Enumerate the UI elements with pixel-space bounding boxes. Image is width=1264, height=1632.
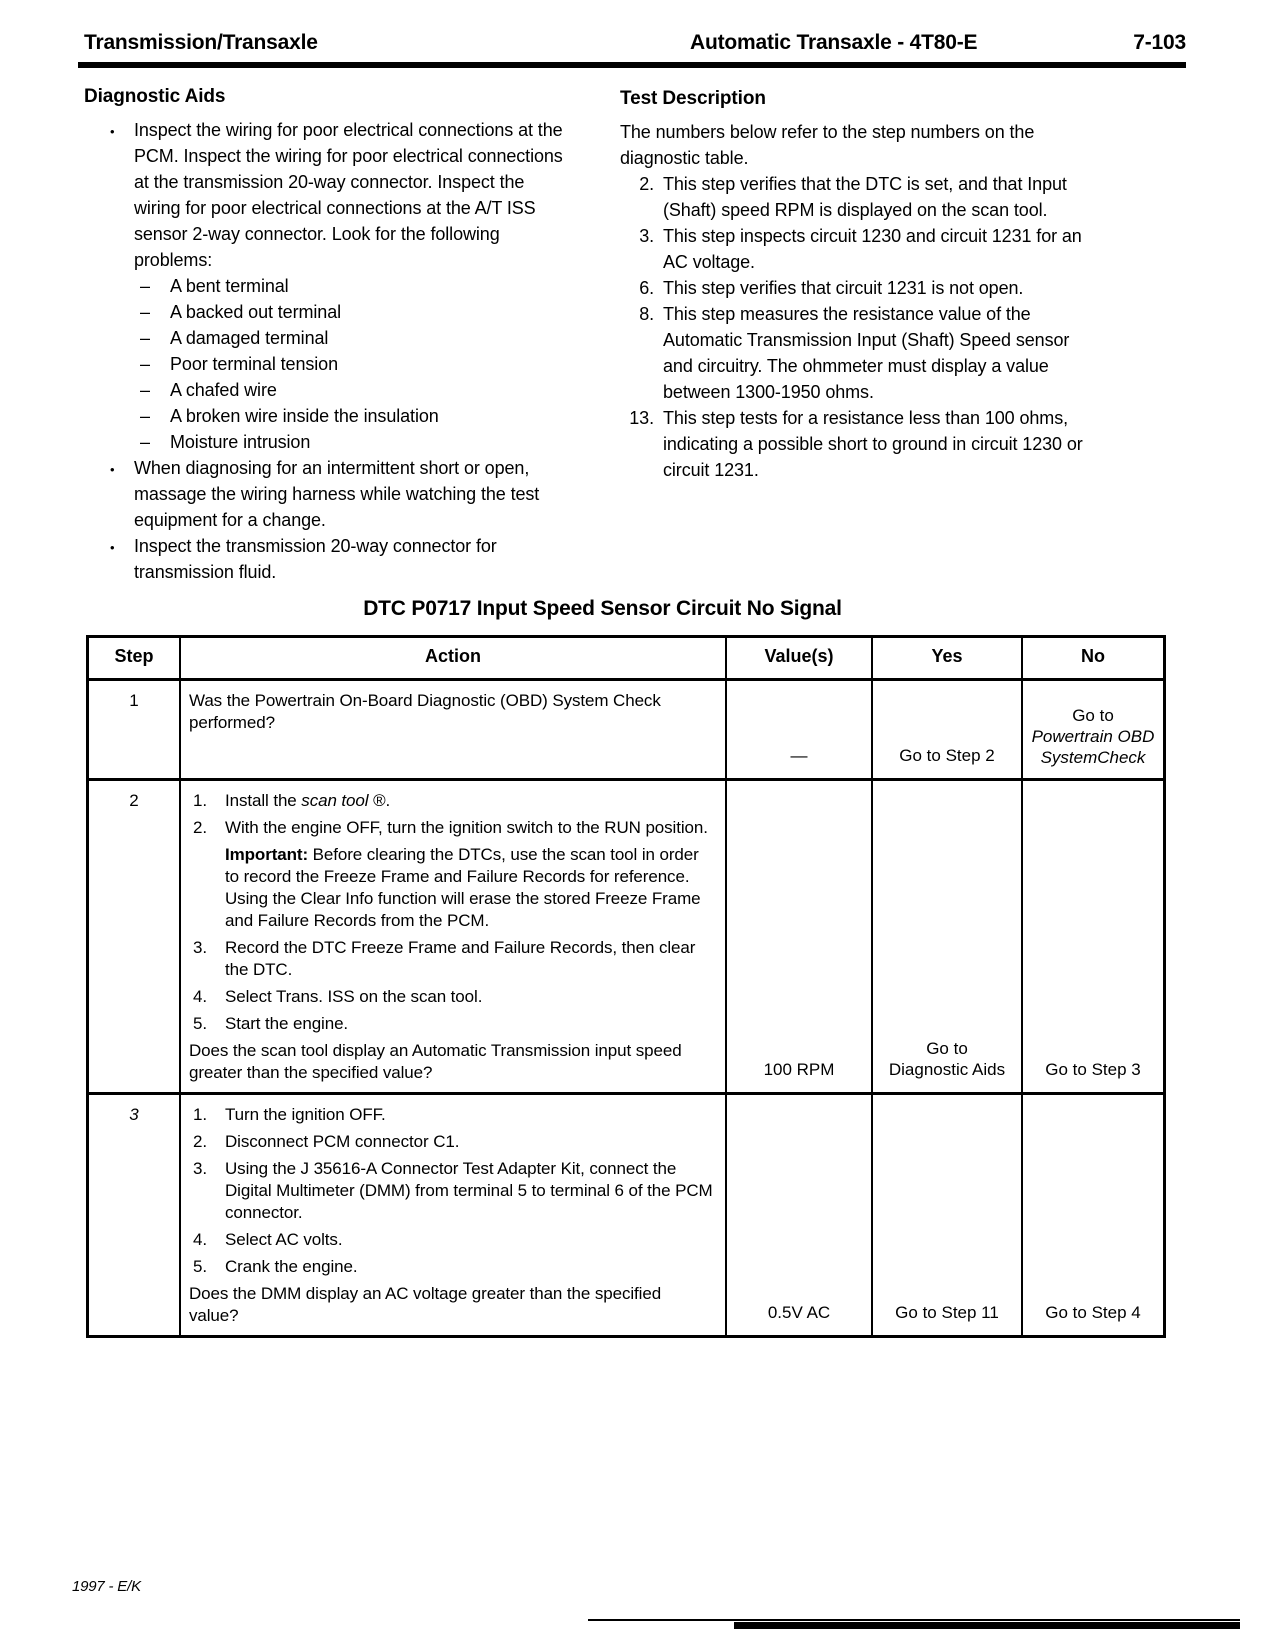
item-text: This step inspects circuit 1230 and circuit 1231 for an AC voltage. (663, 226, 1082, 272)
action-question: Was the Powertrain On-Board Diagnostic (OBD) System Check performed? (189, 691, 661, 732)
item-number: 1. (193, 791, 207, 810)
item-text: Crank the engine. (225, 1257, 358, 1276)
column-header-action: Action (179, 638, 725, 678)
bullet-icon: • (110, 124, 115, 139)
header-section-title: Transmission/Transaxle (84, 31, 318, 54)
bullet-icon: • (110, 540, 115, 555)
step-cell: 2 (129, 791, 139, 810)
bullet-item (84, 117, 566, 273)
column-header-values: Value(s) (725, 638, 871, 678)
action-item (189, 1229, 715, 1251)
action-cell (179, 1095, 725, 1335)
header-chapter-title: Automatic Transaxle - 4T80-E (690, 31, 978, 54)
diagnostic-aids-section (84, 84, 566, 585)
item-text: This step verifies that the DTC is set, and that Input (Shaft) speed RPM is displayed on the scan tool. (663, 174, 1067, 220)
problem-text: Poor terminal tension (170, 354, 338, 374)
dtc-table-title: DTC P0717 Input Speed Sensor Circuit No Signal (363, 597, 842, 620)
item-number: 8. (639, 304, 654, 324)
dash-icon: – (140, 432, 150, 452)
scan-artifact-bar (734, 1622, 1240, 1629)
item-text: This step tests for a resistance less than 100 ohms, indicating a possible short to ground in circuit 1230 or circuit 1231. (663, 408, 1083, 480)
list-item (84, 351, 566, 377)
important-label: Important: (225, 845, 309, 864)
item-text-italic: scan tool (301, 791, 369, 810)
problem-text: A damaged terminal (170, 328, 329, 348)
dash-icon: – (140, 354, 150, 374)
action-cell (179, 681, 725, 778)
no-cell (1021, 781, 1163, 1092)
item-text: Turn the ignition OFF. (225, 1105, 386, 1124)
action-item (189, 1104, 715, 1126)
footer-edition-code: 1997 - E/K (72, 1578, 141, 1595)
list-item (84, 377, 566, 403)
problem-text: A bent terminal (170, 276, 289, 296)
important-note (225, 844, 715, 932)
dash-icon: – (140, 276, 150, 296)
list-item (84, 429, 566, 455)
yes-text: Go to Step 2 (899, 746, 995, 765)
item-text: With the engine OFF, turn the ignition switch to the RUN position. (225, 818, 708, 837)
item-text: Using the J 35616-A Connector Test Adapter Kit, connect the Digital Multimeter (DMM) from terminal 5 to terminal 6 of the PCM connector. (225, 1159, 713, 1222)
numbered-item (620, 223, 1092, 275)
value-cell (725, 681, 871, 778)
test-description-heading: Test Description (620, 88, 766, 109)
item-number: 2. (193, 818, 207, 837)
list-item (84, 299, 566, 325)
bullet-icon: • (110, 462, 115, 477)
problem-text: A backed out terminal (170, 302, 342, 322)
scan-artifact-line (588, 1619, 1240, 1621)
dash-icon: – (140, 380, 150, 400)
step-cell: 3 (129, 1105, 139, 1124)
item-number: 3. (639, 226, 654, 246)
item-number: 2. (639, 174, 654, 194)
value-cell (725, 1095, 871, 1335)
yes-cell (871, 1095, 1021, 1335)
yes-text: Go to Step 11 (895, 1303, 999, 1322)
item-text: Select AC volts. (225, 1230, 343, 1249)
column-header-no: No (1021, 638, 1163, 678)
item-text: This step measures the resistance value of the Automatic Transmission Input (Shaft) Speed sensor and circuitry. The ohmmeter must display a value between 1300-1950 ohms. (663, 304, 1070, 402)
no-cell (1021, 1095, 1163, 1335)
bullet-text: When diagnosing for an intermittent short or open, massage the wiring harness while watching the test equipment for a change. (134, 458, 540, 530)
value-text: 0.5V AC (767, 1303, 831, 1322)
item-text: Select Trans. ISS on the scan tool. (225, 987, 483, 1006)
item-text: Disconnect PCM connector C1. (225, 1132, 460, 1151)
action-item (189, 937, 715, 981)
item-text (223, 790, 715, 812)
no-cell (1021, 681, 1163, 778)
item-text: Start the engine. (225, 1014, 349, 1033)
bullet-item (84, 533, 566, 585)
value-text: — (790, 746, 808, 765)
item-number: 4. (193, 1230, 207, 1249)
test-description-section (620, 86, 1092, 483)
item-number: 1. (193, 1105, 207, 1124)
no-text-line: Powertrain OBD (1031, 727, 1155, 746)
item-number: 4. (193, 987, 207, 1006)
numbered-item (620, 275, 1092, 301)
action-question: Does the DMM display an AC voltage greater than the specified value? (189, 1284, 662, 1325)
bullet-text: Inspect the wiring for poor electrical connections at the PCM. Inspect the wiring for poor electrical connections at the transmission 20-way connector. Inspect the wiring for poor electrical connections at the A/T ISS sensor 2-way connector. Look for the following problems: (134, 120, 563, 270)
action-item (189, 1013, 715, 1035)
table-row (89, 678, 1163, 778)
numbered-item (620, 405, 1092, 483)
item-number: 5. (193, 1257, 207, 1276)
numbered-item (620, 301, 1092, 405)
yes-text-line: Go to (926, 1039, 968, 1058)
action-item (189, 1158, 715, 1224)
yes-text-line: Diagnostic Aids (888, 1060, 1006, 1079)
action-item (189, 817, 715, 839)
action-item (189, 1256, 715, 1278)
action-item (189, 790, 715, 812)
item-text-pre: Install the (225, 791, 302, 810)
table-row (89, 1092, 1163, 1335)
item-text: Record the DTC Freeze Frame and Failure Records, then clear the DTC. (225, 938, 696, 979)
dash-icon: – (140, 328, 150, 348)
item-number: 5. (193, 1014, 207, 1033)
item-number: 2. (193, 1132, 207, 1151)
item-text: This step verifies that circuit 1231 is not open. (663, 278, 1024, 298)
table-header-row (89, 638, 1163, 678)
step-cell: 1 (129, 691, 139, 710)
diagnostic-aids-heading: Diagnostic Aids (84, 86, 226, 107)
dash-icon: – (140, 406, 150, 426)
bullet-item (84, 455, 566, 533)
numbered-item (620, 171, 1092, 223)
no-text-line: SystemCheck (1040, 748, 1146, 767)
item-text-post: ®. (368, 791, 391, 810)
list-item (84, 403, 566, 429)
table-row (89, 778, 1163, 1092)
column-header-step: Step (114, 646, 154, 666)
action-item (189, 986, 715, 1008)
problem-text: Moisture intrusion (170, 432, 311, 452)
item-number: 6. (639, 278, 654, 298)
no-text: Go to Step 3 (1045, 1060, 1141, 1079)
no-text-line: Go to (1072, 706, 1114, 725)
diagnostic-table (86, 635, 1166, 1338)
no-text: Go to Step 4 (1045, 1303, 1141, 1322)
yes-cell (871, 681, 1021, 778)
item-number: 3. (193, 1159, 207, 1178)
item-number: 3. (193, 938, 207, 957)
item-number: 13. (629, 408, 654, 428)
header-rule (78, 62, 1186, 68)
yes-cell (871, 781, 1021, 1092)
page-number: 7-103 (1133, 31, 1186, 54)
important-text: Before clearing the DTCs, use the scan tool in order to record the Freeze Frame and Failure Records for reference. Using the Clear Info function will erase the stored Freeze Frame and Failure Records from the PCM. (225, 845, 701, 930)
test-description-intro: The numbers below refer to the step numbers on the diagnostic table. (620, 122, 1035, 168)
header-right-group (690, 31, 1186, 55)
action-item (189, 1131, 715, 1153)
list-item (84, 325, 566, 351)
list-item (84, 273, 566, 299)
problem-text: A chafed wire (170, 380, 277, 400)
value-text: 100 RPM (763, 1060, 835, 1079)
action-cell (179, 781, 725, 1092)
bullet-text: Inspect the transmission 20-way connector for transmission fluid. (134, 536, 497, 582)
dash-icon: – (140, 302, 150, 322)
problem-text: A broken wire inside the insulation (170, 406, 439, 426)
column-header-yes: Yes (871, 638, 1021, 678)
action-question: Does the scan tool display an Automatic Transmission input speed greater than the specified value? (189, 1041, 682, 1082)
value-cell (725, 781, 871, 1092)
problems-list (84, 273, 566, 455)
